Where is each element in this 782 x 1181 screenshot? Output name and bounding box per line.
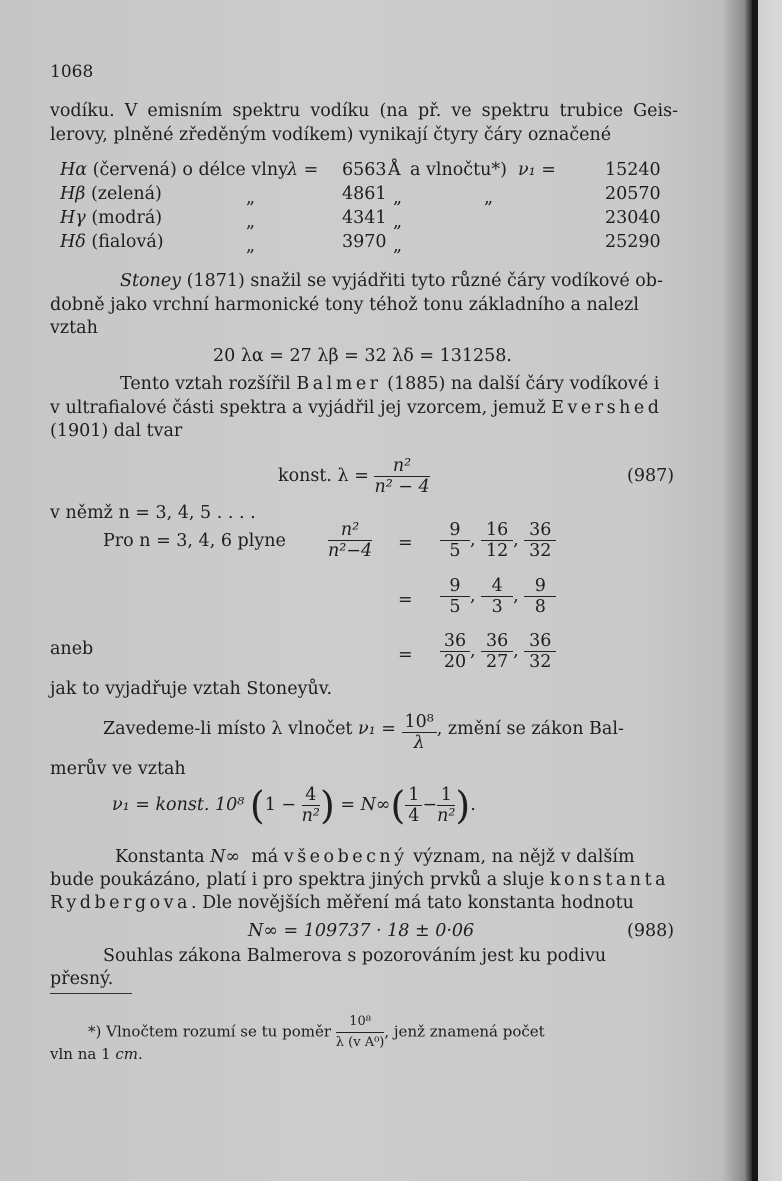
- author-stoney: Stoney: [120, 271, 182, 291]
- table-row: [60, 160, 288, 180]
- nu-symbol: ν₁ =: [358, 719, 396, 739]
- left-paren: (: [249, 783, 265, 828]
- nu-value: 15240: [605, 160, 661, 180]
- angstrom-unit: Å: [388, 160, 401, 180]
- numerator: 1: [405, 785, 422, 806]
- denominator: 20: [443, 652, 467, 672]
- line-symbol: Hγ: [60, 208, 86, 228]
- numerator: 36: [481, 631, 513, 652]
- ditto-mark: „: [246, 212, 256, 232]
- numerator: 36: [524, 520, 556, 541]
- ditto-mark: „: [484, 188, 494, 208]
- term: 1 −: [264, 795, 297, 815]
- equation-balmer: [112, 785, 476, 826]
- wavenumber-label: a vlnočtu*): [410, 160, 507, 180]
- lambda-value: 3970: [342, 232, 387, 252]
- numerator: n²: [328, 520, 372, 541]
- pro-n-label: Pro n = 3, 4, 6 plyne: [103, 531, 286, 551]
- line-color: (modrá): [91, 208, 163, 228]
- nu-value: 23040: [605, 208, 661, 228]
- equation-stoney: 20 λα = 27 λβ = 32 λδ = 131258.: [213, 346, 512, 366]
- para5-text: význam, na nějž v dalším: [413, 847, 635, 867]
- nu-value: 25290: [605, 232, 661, 252]
- footnote-line1: [88, 1012, 545, 1053]
- right-paren: ): [455, 783, 471, 828]
- numerator: 10⁸: [336, 1012, 385, 1033]
- denominator: 3: [491, 597, 503, 617]
- ditto-mark: „: [246, 188, 256, 208]
- numerator: 9: [524, 576, 556, 597]
- table-row: [60, 232, 164, 252]
- numerator: 9: [440, 576, 470, 597]
- balmer-lhs: ν₁ = konst. 10⁸: [112, 795, 245, 815]
- para1-line1: vodíku. V emisním spektru vodíku (na př. ve spektru trubice Geis-: [50, 101, 678, 121]
- numerator: n²: [374, 456, 429, 477]
- table-row: [60, 208, 162, 228]
- line-desc: o délce vlny: [182, 160, 288, 180]
- denominator: 32: [529, 541, 552, 561]
- denominator: n² − 4: [374, 477, 430, 497]
- lambda-symbol: λ =: [287, 160, 319, 180]
- ditto-mark: „: [246, 236, 256, 256]
- denominator: 5: [449, 541, 461, 561]
- numerator: 1: [437, 785, 455, 806]
- name-balmer: Balmer: [296, 374, 382, 394]
- para3-line1: [120, 373, 659, 395]
- name-evershed: Evershed: [551, 398, 663, 418]
- period: .: [470, 795, 476, 815]
- nu-symbol: ν₁ =: [518, 160, 556, 180]
- denominator: 4: [408, 806, 420, 826]
- para5-line2: [50, 869, 669, 891]
- para2-text: (1871) snažil se vyjádřiti tyto různé čáry vodíkové ob-: [186, 271, 663, 291]
- numerator: 36: [524, 631, 556, 652]
- rydberg-term: = N∞: [340, 795, 391, 815]
- para4-text: , změní se zákon Bal-: [436, 719, 624, 739]
- para5-line1: [115, 846, 635, 868]
- fraction-row-1: $\frac{9}{5}$ , $\frac{16}{12}$ , $\frac{36}{32}$: [440, 520, 556, 561]
- page-number: 1068: [50, 62, 94, 82]
- fraction-row-3: $\frac{36}{20}$ , $\frac{36}{27}$ , $\frac{36}{32}$: [440, 631, 556, 672]
- footnote-text: , jenž znamená počet: [384, 1022, 545, 1041]
- ditto-mark: „: [393, 188, 403, 208]
- equals-sign: =: [398, 533, 413, 553]
- para5-text: . Dle novějších měření má tato konstanta hodnotu: [190, 893, 634, 913]
- line-symbol: Hβ: [60, 184, 86, 204]
- where-n: v němž n = 3, 4, 5 . . . .: [50, 503, 256, 523]
- numerator: 10⁸: [402, 712, 437, 733]
- para6-line2: přesný.: [50, 969, 114, 989]
- line-color: (červená): [92, 160, 177, 180]
- emphasis-vseobecny: všeobecný: [283, 847, 408, 867]
- line-color: (zelená): [90, 184, 162, 204]
- nu-value: 20570: [605, 184, 661, 204]
- emphasis-konstanta: konstanta: [549, 870, 670, 890]
- right-paren: ): [319, 783, 335, 828]
- equation-number-987: (987): [627, 466, 675, 486]
- para4-line2: merův ve vztah: [50, 759, 186, 779]
- numerator: 36: [440, 631, 470, 652]
- para5-text: Konstanta: [115, 847, 205, 867]
- footnote-text: vln na 1: [50, 1045, 111, 1063]
- eq987-fraction: [374, 456, 429, 497]
- stoney-conclusion: jak to vyjadřuje vztah Stoneyův.: [50, 679, 333, 699]
- denominator: λ (v A⁰): [335, 1035, 385, 1050]
- numerator: 4: [481, 576, 513, 597]
- lambda-value: 4861: [342, 184, 387, 204]
- minus: −: [422, 795, 438, 815]
- para3-line3: (1901) dal tvar: [50, 421, 183, 441]
- table-row: [60, 184, 162, 204]
- emphasis-rydbergova: Rydbergova: [50, 893, 191, 913]
- ditto-mark: „: [393, 236, 403, 256]
- denominator: 27: [486, 652, 509, 672]
- equals-sign: =: [398, 645, 413, 665]
- numerator: 9: [440, 520, 470, 541]
- equation-988: N∞ = 109737 · 18 ± 0·06: [248, 921, 475, 941]
- adjacent-page-edge: [758, 0, 782, 1181]
- equation-987: [278, 456, 430, 497]
- para4-text: Zavedeme-li místo λ vlnočet: [103, 719, 353, 739]
- lambda-value: 6563: [342, 160, 387, 180]
- numerator: 4: [302, 785, 320, 806]
- aneb-label: aneb: [50, 639, 94, 659]
- para2-line1: [120, 270, 678, 292]
- footnote-rule: [50, 993, 132, 994]
- n-infinity: N∞: [210, 847, 241, 867]
- line-symbol: Hα: [60, 160, 88, 180]
- footnote-text: .: [138, 1045, 143, 1063]
- denominator: 5: [449, 597, 461, 617]
- para2-line2: dobně jako vrchní harmonické tony téhož tonu základního a nalezl: [50, 295, 639, 315]
- line-color: (fialová): [91, 232, 164, 252]
- footnote-line2: [50, 1045, 143, 1063]
- para3-text: (1885) na další čáry vodíkové i: [387, 374, 660, 394]
- para4-line1: [103, 712, 624, 753]
- denominator: n²−4: [328, 541, 373, 561]
- denominator: 12: [486, 541, 509, 561]
- lhs-fraction: [328, 520, 372, 561]
- para5-text: bude poukázáno, platí i pro spektra jiných prvků a sluje: [50, 870, 545, 890]
- equation-number-988: (988): [627, 921, 675, 941]
- para5-text: má: [251, 847, 279, 867]
- para2-line3: vztah: [50, 318, 98, 338]
- unit-cm: cm: [115, 1045, 139, 1063]
- para3-text: Tento vztah rozšířil: [120, 374, 291, 394]
- line-symbol: Hδ: [60, 232, 86, 252]
- denominator: n²: [437, 806, 456, 826]
- para1-line2: lerovy, plněné zředěným vodíkem) vynikají čtyry čáry označené: [50, 125, 612, 145]
- equals-sign: =: [398, 590, 413, 610]
- ditto-mark: „: [393, 212, 403, 232]
- denominator: λ: [413, 733, 425, 753]
- eq987-lhs: konst. λ =: [278, 466, 369, 486]
- denominator: n²: [301, 806, 320, 826]
- left-paren: (: [390, 783, 406, 828]
- footnote-text: *) Vlnočtem rozumí se tu poměr: [88, 1022, 331, 1041]
- numerator: 16: [481, 520, 513, 541]
- lambda-value: 4341: [342, 208, 387, 228]
- para6-line1: Souhlas zákona Balmerova s pozorováním jest ku podivu: [103, 946, 607, 966]
- denominator: 32: [529, 652, 552, 672]
- fraction-row-2: $\frac{9}{5}$ , $\frac{4}{3}$ , $\frac{9}{8}$: [440, 576, 556, 617]
- denominator: 8: [534, 597, 546, 617]
- para5-line3: [50, 892, 634, 914]
- para3-text: v ultrafialové části spektra a vyjádřil jej vzorcem, jemuž: [50, 398, 546, 418]
- para3-line2: [50, 397, 662, 419]
